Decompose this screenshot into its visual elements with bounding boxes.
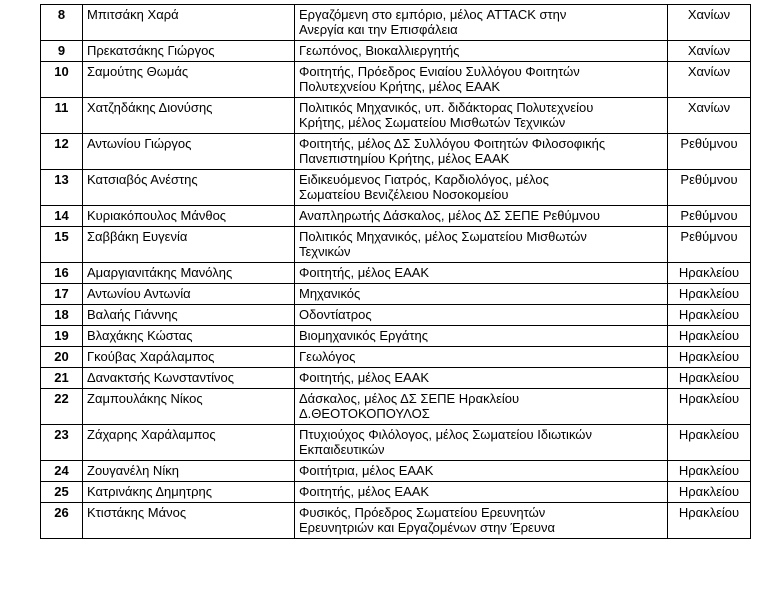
candidate-name: Κτιστάκης Μάνος	[83, 503, 295, 539]
candidate-name: Χατζηδάκης Διονύσης	[83, 98, 295, 134]
candidate-region: Ηρακλείου	[668, 389, 751, 425]
occupation-line: Δ.ΘΕΟΤΟΚΟΠΟΥΛΟΣ	[299, 406, 430, 421]
occupation-line: Δάσκαλος, μέλος ΔΣ ΣΕΠΕ Ηρακλείου	[299, 391, 520, 406]
row-number: 13	[41, 170, 83, 206]
table-row	[41, 98, 751, 134]
candidate-region: Ηρακλείου	[668, 347, 751, 368]
occupation-line: Αναπληρωτής Δάσκαλος, μέλος ΔΣ ΣΕΠΕ Ρεθύμνου	[299, 208, 600, 223]
table-row	[41, 170, 751, 206]
table-row	[41, 134, 751, 170]
candidate-name: Κατρινάκης Δημητρης	[83, 482, 295, 503]
candidate-occupation	[295, 227, 668, 263]
table-row	[41, 227, 751, 263]
occupation-line: Κρήτης, μέλος Σωματείου Μισθωτών Τεχνικών	[299, 115, 566, 130]
occupation-line: Βιομηχανικός Εργάτης	[299, 328, 429, 343]
occupation-line: Πτυχιούχος Φιλόλογος, μέλος Σωματείου Ιδιωτικών	[299, 427, 592, 442]
candidate-region: Ρεθύμνου	[668, 227, 751, 263]
occupation-line: Πολυτεχνείου Κρήτης, μέλος ΕΑΑΚ	[299, 79, 501, 94]
table-row	[41, 284, 751, 305]
candidate-region: Ηρακλείου	[668, 326, 751, 347]
candidate-occupation	[295, 503, 668, 539]
row-number: 24	[41, 461, 83, 482]
row-number: 9	[41, 41, 83, 62]
candidate-name: Μπιτσάκη Χαρά	[83, 5, 295, 41]
candidates-table	[40, 4, 751, 539]
candidate-region: Ηρακλείου	[668, 482, 751, 503]
candidate-occupation	[295, 134, 668, 170]
occupation-line: Σωματείου Βενιζέλειου Νοσοκομείου	[299, 187, 509, 202]
table-row	[41, 305, 751, 326]
candidate-occupation	[295, 170, 668, 206]
occupation-line: Μηχανικός	[299, 286, 361, 301]
row-number: 16	[41, 263, 83, 284]
candidate-occupation	[295, 425, 668, 461]
occupation-line: Ανεργία και την Επισφάλεια	[299, 22, 458, 37]
row-number: 12	[41, 134, 83, 170]
candidate-region: Ηρακλείου	[668, 305, 751, 326]
table-row	[41, 425, 751, 461]
candidate-name: Σαμούτης Θωμάς	[83, 62, 295, 98]
row-number: 11	[41, 98, 83, 134]
occupation-line: Φοιτητής, μέλος ΕΑΑΚ	[299, 265, 430, 280]
occupation-line: Τεχνικών	[299, 244, 351, 259]
candidate-region: Χανίων	[668, 5, 751, 41]
candidate-region: Ηρακλείου	[668, 263, 751, 284]
occupation-line: Εργαζόμενη στο εμπόριο, μέλος ATTACK στην	[299, 7, 567, 22]
candidate-occupation	[295, 62, 668, 98]
occupation-line: Πανεπιστημίου Κρήτης, μέλος ΕΑΑΚ	[299, 151, 510, 166]
table-row	[41, 503, 751, 539]
candidate-occupation	[295, 347, 668, 368]
candidate-occupation	[295, 389, 668, 425]
candidate-name: Γκούβας Χαράλαμπος	[83, 347, 295, 368]
candidate-region: Χανίων	[668, 62, 751, 98]
candidate-occupation	[295, 41, 668, 62]
candidate-occupation	[295, 461, 668, 482]
table-body	[41, 5, 751, 539]
candidate-occupation	[295, 326, 668, 347]
candidate-region: Ρεθύμνου	[668, 134, 751, 170]
occupation-line: Ειδικευόμενος Γιατρός, Καρδιολόγος, μέλος	[299, 172, 549, 187]
occupation-line: Φοιτητής, μέλος ΕΑΑΚ	[299, 370, 430, 385]
occupation-line: Ερευνητριών και Εργαζομένων στην Έρευνα	[299, 520, 555, 535]
candidate-name: Ζάχαρης Χαράλαμπος	[83, 425, 295, 461]
candidate-occupation	[295, 98, 668, 134]
occupation-line: Φοιτητής, Πρόεδρος Ενιαίου Συλλόγου Φοιτητών	[299, 64, 580, 79]
table-row	[41, 5, 751, 41]
table-row	[41, 482, 751, 503]
candidate-name: Κυριακόπουλος Μάνθος	[83, 206, 295, 227]
row-number: 10	[41, 62, 83, 98]
candidate-name: Κατσιαβός Ανέστης	[83, 170, 295, 206]
candidate-name: Δανακτσής Κωνσταντίνος	[83, 368, 295, 389]
row-number: 15	[41, 227, 83, 263]
row-number: 21	[41, 368, 83, 389]
table-row	[41, 41, 751, 62]
table-row	[41, 389, 751, 425]
candidate-region: Χανίων	[668, 98, 751, 134]
candidate-name: Πρεκατσάκης Γιώργος	[83, 41, 295, 62]
occupation-line: Γεωπόνος, Βιοκαλλιεργητής	[299, 43, 460, 58]
candidate-name: Βλαχάκης Κώστας	[83, 326, 295, 347]
table-row	[41, 62, 751, 98]
occupation-line: Πολιτικός Μηχανικός, υπ. διδάκτορας Πολυτεχνείου	[299, 100, 594, 115]
row-number: 22	[41, 389, 83, 425]
candidate-name: Βαλαής Γιάννης	[83, 305, 295, 326]
candidate-occupation	[295, 5, 668, 41]
candidate-region: Χανίων	[668, 41, 751, 62]
occupation-line: Οδοντίατρος	[299, 307, 372, 322]
candidate-region: Ηρακλείου	[668, 368, 751, 389]
candidate-region: Ηρακλείου	[668, 425, 751, 461]
candidate-name: Αντωνίου Γιώργος	[83, 134, 295, 170]
row-number: 23	[41, 425, 83, 461]
candidate-region: Ρεθύμνου	[668, 206, 751, 227]
table-row	[41, 326, 751, 347]
candidate-region: Ηρακλείου	[668, 461, 751, 482]
candidate-occupation	[295, 206, 668, 227]
candidate-name: Αντωνίου Αντωνία	[83, 284, 295, 305]
table-row	[41, 206, 751, 227]
occupation-line: Φυσικός, Πρόεδρος Σωματείου Ερευνητών	[299, 505, 546, 520]
occupation-line: Φοιτήτρια, μέλος ΕΑΑΚ	[299, 463, 434, 478]
occupation-line: Εκπαιδευτικών	[299, 442, 385, 457]
candidate-name: Σαββάκη Ευγενία	[83, 227, 295, 263]
row-number: 17	[41, 284, 83, 305]
candidate-occupation	[295, 368, 668, 389]
table-row	[41, 461, 751, 482]
candidate-region: Ηρακλείου	[668, 503, 751, 539]
row-number: 19	[41, 326, 83, 347]
candidate-name: Ζουγανέλη Νίκη	[83, 461, 295, 482]
occupation-line: Πολιτικός Μηχανικός, μέλος Σωματείου Μισθωτών	[299, 229, 587, 244]
candidate-occupation	[295, 263, 668, 284]
row-number: 8	[41, 5, 83, 41]
table-row	[41, 347, 751, 368]
row-number: 26	[41, 503, 83, 539]
candidate-name: Ζαμπουλάκης Νίκος	[83, 389, 295, 425]
table-row	[41, 368, 751, 389]
occupation-line: Γεωλόγος	[299, 349, 356, 364]
table-row	[41, 263, 751, 284]
row-number: 14	[41, 206, 83, 227]
candidate-region: Ηρακλείου	[668, 284, 751, 305]
occupation-line: Φοιτητής, μέλος ΕΑΑΚ	[299, 484, 430, 499]
occupation-line: Φοιτητής, μέλος ΔΣ Συλλόγου Φοιτητών Φιλοσοφικής	[299, 136, 606, 151]
candidate-occupation	[295, 284, 668, 305]
candidate-occupation	[295, 482, 668, 503]
row-number: 25	[41, 482, 83, 503]
candidate-region: Ρεθύμνου	[668, 170, 751, 206]
candidate-name: Αμαργιανιτάκης Μανόλης	[83, 263, 295, 284]
row-number: 20	[41, 347, 83, 368]
candidate-occupation	[295, 305, 668, 326]
row-number: 18	[41, 305, 83, 326]
